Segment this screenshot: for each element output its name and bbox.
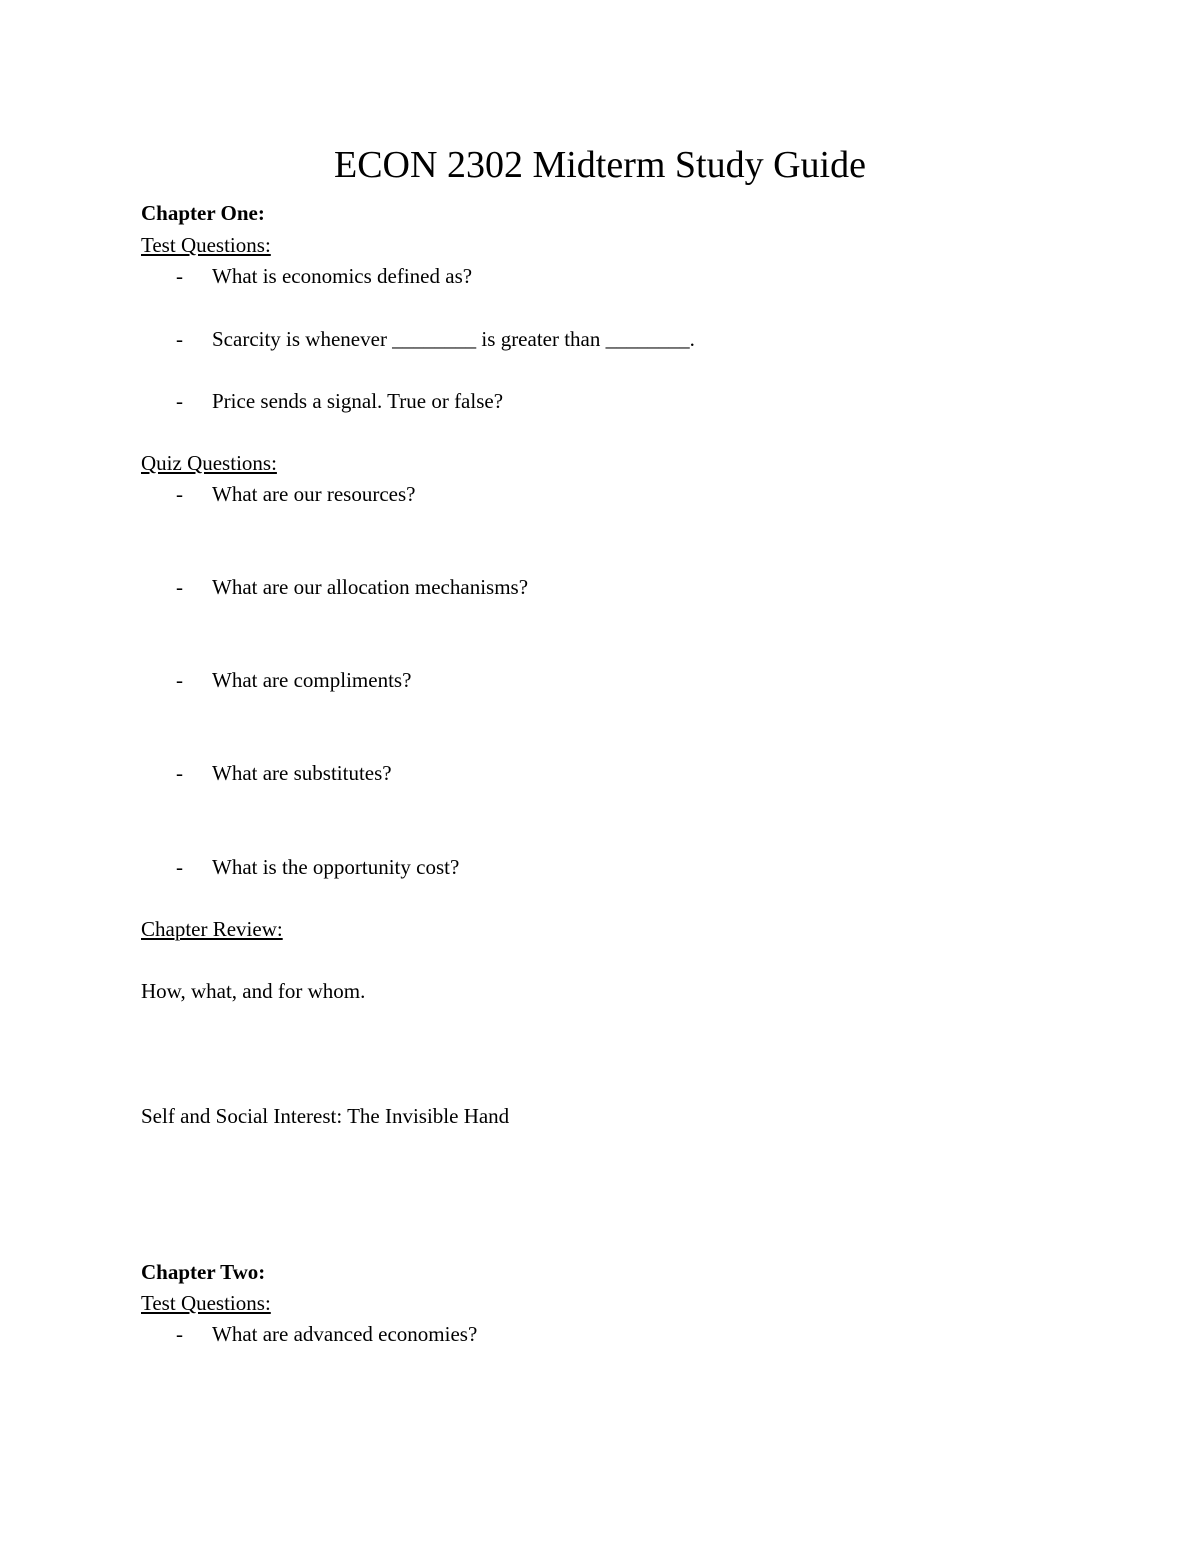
chapter-one-test-questions-label: Test Questions: [141,233,271,257]
list-item: What is economics defined as? [212,264,473,288]
bullet-dash: - [176,482,183,506]
bullet-dash: - [176,264,183,288]
list-item: What are our allocation mechanisms? [212,575,529,599]
list-item: What are our resources? [212,482,416,506]
bullet-dash: - [176,389,183,413]
chapter-one-review-label: Chapter Review: [141,917,283,941]
list-item: What are substitutes? [212,761,392,785]
bullet-dash: - [176,1322,183,1346]
list-item: What is the opportunity cost? [212,855,460,879]
chapter-two-heading: Chapter Two: [141,1260,266,1284]
bullet-dash: - [176,575,183,599]
bullet-dash: - [176,668,183,692]
list-item: What are advanced economies? [212,1322,478,1346]
bullet-dash: - [176,855,183,879]
review-line: How, what, and for whom. [141,979,366,1003]
chapter-two-test-questions-label: Test Questions: [141,1291,271,1315]
document-title: ECON 2302 Midterm Study Guide [334,144,866,186]
chapter-one-heading: Chapter One: [141,201,265,225]
list-item: Price sends a signal. True or false? [212,389,504,413]
chapter-one-quiz-questions-label: Quiz Questions: [141,451,277,475]
list-item: Scarcity is whenever ________ is greater than ________. [212,327,695,351]
list-item: What are compliments? [212,668,412,692]
bullet-dash: - [176,761,183,785]
bullet-dash: - [176,327,183,351]
review-line: Self and Social Interest: The Invisible Hand [141,1104,510,1128]
